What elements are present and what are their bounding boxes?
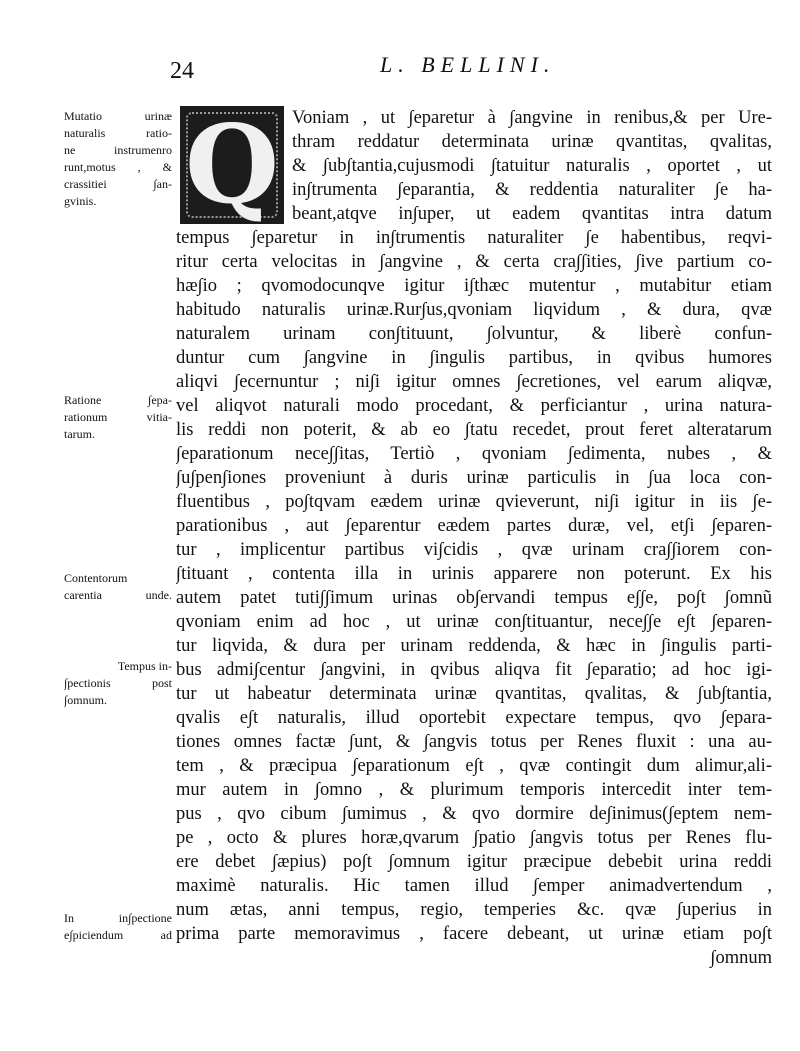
marginal-note-line: ∫omnum. — [64, 693, 107, 707]
text-line: in∫trumenta ∫eparantia, & reddentia naturaliter ∫e ha- — [292, 180, 772, 200]
text-line: & ∫ub∫tantia,cujusmodi ∫tatuitur naturalis , oportet , ut — [292, 156, 772, 176]
text-line: ere debet ∫æpius) po∫t ∫omnum igitur præcipue debebit urina reddi — [176, 852, 772, 872]
text-line: pe , octo & plures horæ,qvarum ∫patio ∫angvis totus per Renes flu- — [176, 828, 772, 848]
marginal-note — [64, 570, 172, 604]
text-line: tempus ∫eparetur in in∫trumentis naturaliter ∫e habentibus, reqvi- — [176, 228, 772, 248]
marginal-note-line: naturalis ratio- — [64, 126, 172, 140]
text-line: qvoniam enim ad hoc , ut urinæ con∫tituantur, nece∫∫e e∫t ∫eparen- — [176, 612, 772, 632]
text-line: aliqvi ∫ecernuntur ; ni∫i igitur omnes ∫ecretiones, vel earum aliqvæ, — [176, 372, 772, 392]
marginal-note-line: tarum. — [64, 427, 95, 441]
page-number: 24 — [170, 58, 194, 84]
marginal-note — [64, 910, 172, 944]
marginal-note-line: Mutatio urinæ — [64, 109, 172, 123]
text-line: fluentibus , po∫tqvam eædem urinæ qvieverunt, ni∫i igitur in iis ∫e- — [176, 492, 772, 512]
text-line: tur liqvida, & dura per urinam reddenda, & hæc in ∫ingulis parti- — [176, 636, 772, 656]
marginal-note-line: Contentorum — [64, 571, 128, 585]
text-line: bus admi∫centur ∫angvini, in qvibus aliqva fit ∫eparatio; ad hoc igi- — [176, 660, 772, 680]
marginal-note-line: e∫piciendum ad — [64, 928, 172, 942]
text-line: num ætas, anni tempus, regio, temperies &c. qvæ ∫uperius in — [176, 900, 772, 920]
marginal-note-line: rationum vitia- — [64, 410, 172, 424]
ornamental-initial — [180, 106, 284, 224]
text-line: tur , implicentur partibus vi∫cidis , qvæ urinam cra∫∫iorem con- — [176, 540, 772, 560]
text-line: pus , qvo cibum ∫umimus , & qvo dormire de∫inimus(∫eptem nem- — [176, 804, 772, 824]
text-line: ∫tituant , contenta illa in urinis apparere non poterunt. Ex his — [176, 564, 772, 584]
text-line: ∫eparationum nece∫∫itas, Tertiò , qvoniam ∫edimenta, nubes , & — [176, 444, 772, 464]
marginal-note-line: Tempus in- — [117, 659, 172, 673]
text-line: Voniam , ut ∫eparetur à ∫angvine in renibus,& per Ure- — [292, 108, 772, 128]
text-line: parationibus , aut ∫eparentur eædem partes duræ, vel, et∫i ∫eparen- — [176, 516, 772, 536]
marginal-note-line: ne instrumenro — [64, 143, 172, 157]
catchword: ∫omnum — [710, 948, 772, 968]
text-line: beant,atqve in∫uper, ut eadem qvantitas intra datum — [292, 204, 772, 224]
marginal-note-line: runt,motus , & — [64, 160, 172, 174]
text-line: tur ut habeatur determinata urinæ qvantitas, qvalitas, & ∫ub∫tantia, — [176, 684, 772, 704]
text-line: thram reddatur determinata urinæ qvantitas, qvalitas, — [292, 132, 772, 152]
marginal-note-line: gvinis. — [64, 194, 97, 208]
marginal-note-line: In in∫pectione — [64, 911, 172, 925]
text-line: vel aliqvot naturali modo procedant, & perficiantur , urina natura- — [176, 396, 772, 416]
drop-cap-letter: Q — [184, 106, 280, 224]
text-line: tem , & præcipua ∫eparationum e∫t , qvæ contingit dum alimur,ali- — [176, 756, 772, 776]
text-line: lis reddi non poterit, & ab eo ∫tatu recedet, prout feret alteratarum — [176, 420, 772, 440]
text-line: duntur cum ∫angvine in ∫ingulis partibus, in qvibus humores — [176, 348, 772, 368]
marginal-note — [64, 658, 172, 709]
marginal-note-line: ∫pectionis post — [64, 676, 172, 690]
text-line: qvalis e∫t naturalis, illud oportebit expectare tempus, qvo ∫epara- — [176, 708, 772, 728]
text-line: maximè naturalis. Hic tamen illud ∫emper animadvertendum , — [176, 876, 772, 896]
marginal-note-line: crassitiei ∫an- — [64, 177, 172, 191]
marginal-note — [64, 108, 172, 210]
text-line: hæ∫io ; qvomodocunqve igitur i∫thæc mutentur , mutabitur etiam — [176, 276, 772, 296]
text-line: ∫u∫pen∫iones proveniunt à duris urinæ particulis in ∫ua loca con- — [176, 468, 772, 488]
text-line: naturalem urinam con∫tituunt, ∫olvuntur, & liberè confun- — [176, 324, 772, 344]
text-line: tiones omnes factæ ∫unt, & ∫angvis totus per Renes fluxit : una au- — [176, 732, 772, 752]
text-line: mur autem in ∫omno , & plurimum temporis intercedit inter tem- — [176, 780, 772, 800]
running-head: L. BELLINI. — [380, 52, 556, 77]
marginal-note-line: Ratione ∫epa- — [64, 393, 172, 407]
text-line: habitudo naturalis urinæ.Rur∫us,qvoniam liqvidum , & dura, qvæ — [176, 300, 772, 320]
text-line: prima parte memoravimus , facere debeant, ut urinæ etiam po∫t — [176, 924, 772, 944]
marginal-note-line: carentia unde. — [64, 588, 172, 602]
marginal-note — [64, 392, 172, 443]
text-line: ritur certa velocitas in ∫angvine , & certa cra∫∫ities, ∫ive partium co- — [176, 252, 772, 272]
text-line: autem patet tuti∫∫imum urinas ob∫ervandi tempus e∫∫e, po∫t ∫omnũ — [176, 588, 772, 608]
